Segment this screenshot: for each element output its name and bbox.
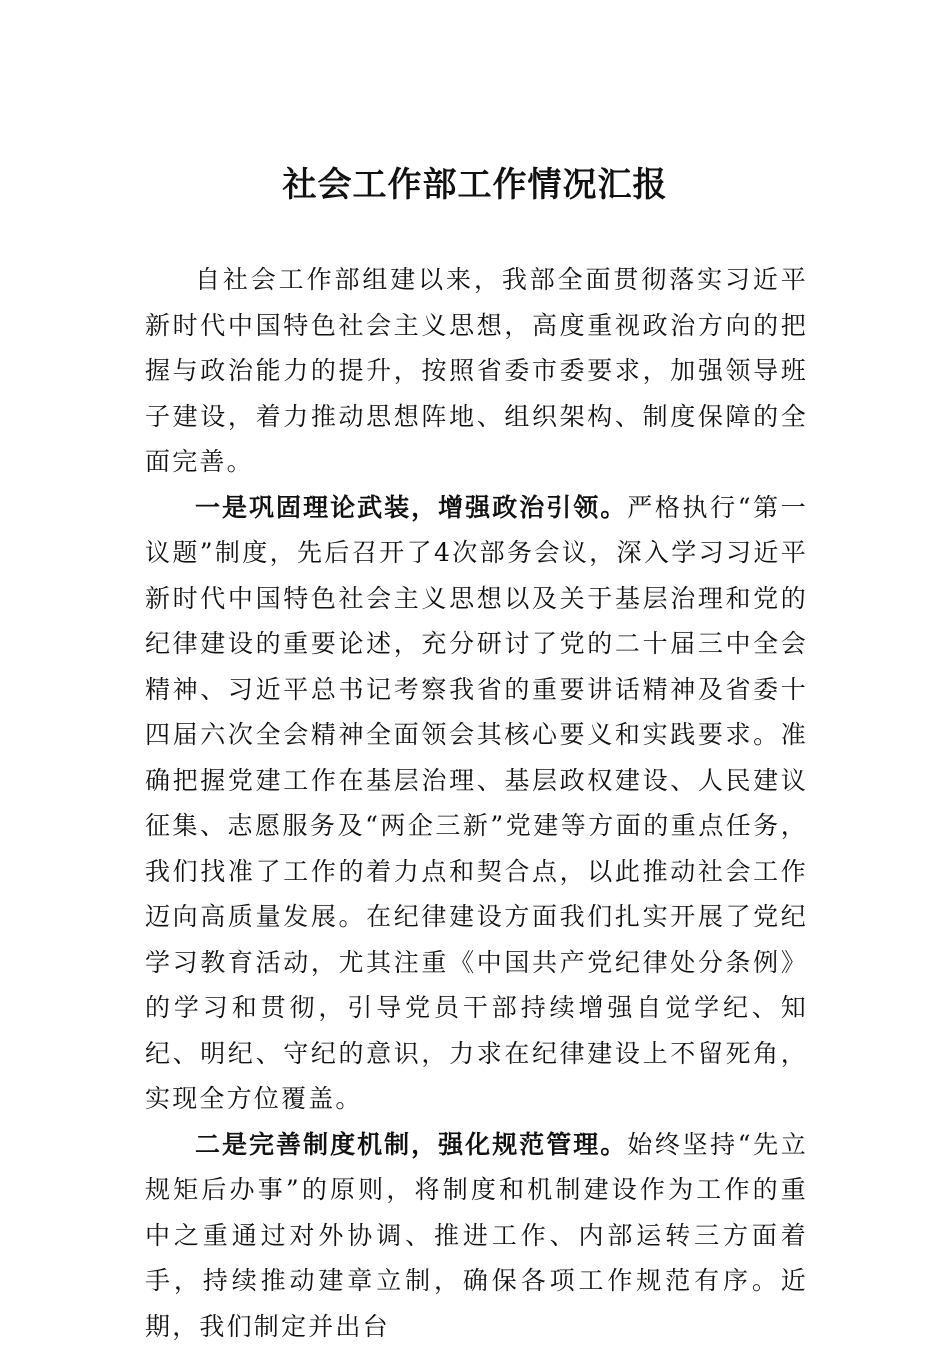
paragraph-institution-text: 始终坚持“先立规矩后办事”的原则，将制度和机制建设作为工作的重中之重通过对外协调、推进工作、内部运转三方面着手，持续推动建章立制，确保各项工作规范有序。近期，我们制定并出台 bbox=[145, 1130, 808, 1341]
document-body bbox=[145, 257, 808, 1349]
paragraph-theory bbox=[145, 485, 808, 1122]
paragraph-theory-text: 严格执行“第一议题”制度，先后召开了4次部务会议，深入学习习近平新时代中国特色社会主义思想以及关于基层治理和党的纪律建设的重要论述，充分研讨了党的二十届三中全会精神、习近平总书记考察我省的重要讲话精神及省委十四届六次全会精神全面领会其核心要义和实践要求。准确把握党建工作在基层治理、基层政权建设、人民建议征集、志愿服务及“两企三新”党建等方面的重点任务，我们找准了工作的着力点和契合点，以此推动社会工作迈向高质量发展。在纪律建设方面我们扎实开展了党纪学习教育活动，尤其注重《中国共产党纪律处分条例》的学习和贯彻，引导党员干部持续增强自觉学纪、知纪、明纪、守纪的意识，力求在纪律建设上不留死角，实现全方位覆盖。 bbox=[145, 493, 808, 1114]
paragraph-institution bbox=[145, 1122, 808, 1349]
paragraph-theory-heading: 一是巩固理论武装，增强政治引领。 bbox=[195, 493, 627, 522]
page-title: 社会工作部工作情况汇报 bbox=[0, 160, 950, 210]
paragraph-intro-text: 自社会工作部组建以来，我部全面贯彻落实习近平新时代中国特色社会主义思想，高度重视政治方向的把握与政治能力的提升，按照省委市委要求，加强领导班子建设，着力推动思想阵地、组织架构、制度保障的全面完善。 bbox=[145, 265, 808, 476]
paragraph-intro bbox=[145, 257, 808, 485]
paragraph-institution-heading: 二是完善制度机制，强化规范管理。 bbox=[195, 1130, 627, 1159]
